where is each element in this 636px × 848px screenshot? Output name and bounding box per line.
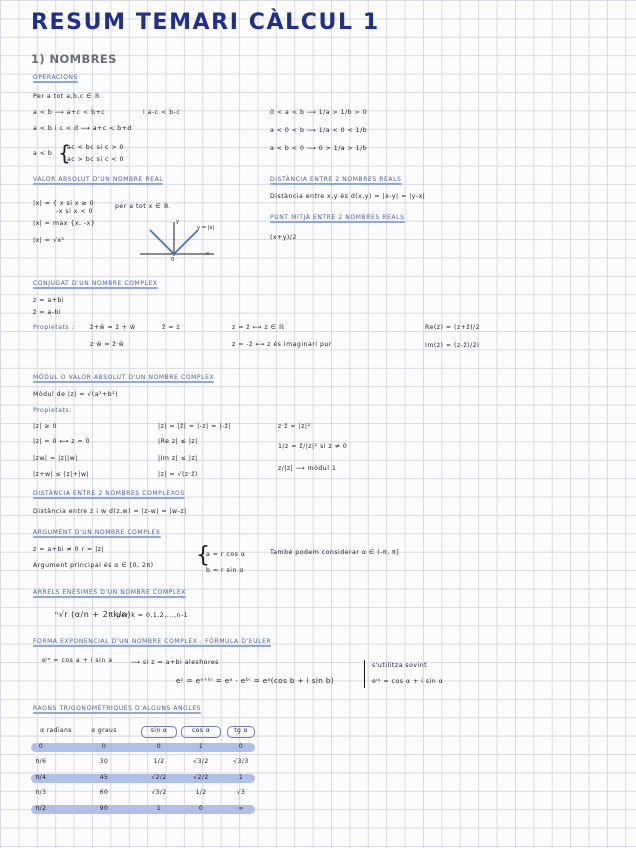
table-row [31,786,255,802]
table-row [31,740,255,756]
modul-c1-0: |z| ≥ 0 [33,423,57,430]
heading-distancia-reals: DISTÀNCIA ENTRE 2 NOMBRES REALS [270,176,402,183]
distancia-reals-text: Distància entre x,y és d(x,y) = |x-y| = |y-x| [270,193,426,200]
table-row [31,771,255,787]
conjugat-prop-4: z·w̄ = z̄·w̄ [90,341,125,348]
trig-table [31,724,255,818]
operacions-rule3b: ac < bc si c > 0 [67,144,124,151]
euler-line1b: ⟶ si z = a+bi aleshores [131,659,219,666]
trig-table-header [31,724,255,740]
conjugat-im: Im(z) = (z-z̄)/2i [425,342,480,349]
heading-euler: FORMA EXPONENCIAL D'UN NOMBRE COMPLEX : FÓRMULA D'EULER [33,638,272,645]
cell-sin: √3/2 [151,789,167,797]
modul-c2-3: |z| = √(z·z̄) [158,471,198,478]
modul-c1-1: |z| = 0 ⟷ z = 0 [33,438,91,445]
cell-radians: π/4 [35,773,47,781]
cell-sin: 0 [156,742,162,750]
modul-c3-2: z/|z| ⟶ mòdul 1 [278,465,337,472]
operacions-rule2: a < b i c < d ⟶ a+c < b+d [33,125,132,132]
operacions-rule1b: i a-c < b-c [143,109,181,116]
cell-cos: √3/2 [193,758,209,766]
arrels-formula: ⁿ√r (α/n + 2πk/n) [55,610,131,619]
cell-radians: 0 [38,742,44,750]
heading-punt-mitja: PUNT MITJÀ ENTRE 2 NOMBRES REALS [270,214,405,221]
cell-tg: √3/3 [233,758,249,766]
cell-graus: 90 [99,804,109,812]
graph-axis-x-label: x [206,251,210,257]
argument-line2: Argument principal és α ∈ [0, 2π) [33,562,154,569]
graph-origin-label: 0 [171,257,175,263]
conjugat-props-label: Propietats : [33,324,75,331]
heading-modul: MÒDUL O VALOR ABSOLUT D'UN NOMBRE COMPLEX [33,374,215,381]
cell-graus: 60 [99,789,109,797]
brace-symbol: { [58,141,71,165]
modul-c2-2: |Im z| ≤ |z| [158,455,198,462]
trig-header-cos: cos α [192,727,210,734]
conjugat-z: z = a+bi [33,297,64,304]
modul-c3-1: 1/z = z̄/|z|² si z ≠ 0 [278,443,348,450]
trig-header-radians: α radians [40,727,72,734]
cell-tg: 0 [238,742,244,750]
operacions-rule4: 0 < a < b ⟶ 1/a > 1/b > 0 [270,109,368,116]
conjugat-prop-5: z = -z̄ ⟷ z és imaginari pur [232,341,332,348]
cell-radians: π/2 [35,804,47,812]
cell-cos: 1/2 [195,789,207,797]
valor-absolut-def-c: per a tot x ∈ ℝ [115,203,169,210]
separator-line [364,660,365,688]
heading-arrels: ARRELS ENÈSIMES D'UN NOMBRE COMPLEX [33,589,187,596]
arrels-range: per k = 0,1,2,...,n-1 [117,612,189,619]
argument-b: b = r sin α [206,567,244,574]
operacions-intro: Per a tot a,b,c ∈ ℝ [33,93,100,100]
argument-a: a = r cos α [206,551,246,558]
heading-argument: ARGUMENT D'UN NOMBRE COMPLEX [33,529,161,536]
modul-props-label: Propietats: [33,407,72,414]
conjugat-re: Re(z) = (z+z̄)/2 [425,324,481,331]
modul-c1-3: |z+w| ≤ |z|+|w| [33,471,90,478]
cell-graus: 45 [99,773,109,781]
operacions-rule6: a < b < 0 ⟶ 0 > 1/a > 1/b [270,145,368,152]
heading-distancia-complexos: DISTÀNCIA ENTRE 2 NOMBRES COMPLEXOS [33,490,185,497]
cell-sin: √2/2 [151,773,167,781]
cell-cos: √2/2 [193,773,209,781]
cell-tg: ∞ [238,804,244,812]
conjugat-prop-3: z = z̄ ⟷ z ∈ ℝ [232,324,285,331]
cell-graus: 30 [99,758,109,766]
cell-sin: 1/2 [153,758,165,766]
operacions-rule3a: a < b [33,150,53,157]
cell-radians: π/3 [35,789,47,797]
cell-cos: 1 [198,742,204,750]
cell-cos: 0 [198,804,204,812]
trig-header-sin: sin α [150,727,168,734]
euler-aside1: s'utilitza sovint [372,662,428,669]
argument-line1: z = a+bi ≠ 0 r = |z| [33,546,105,553]
operacions-rule1: a < b ⟶ a+c < b+c [33,109,106,116]
graph-label: y = |x| [197,225,215,231]
operacions-rule3c: ac > bc si c < 0 [67,156,124,163]
brace-symbol: { [196,543,210,568]
graph-axis-y-label: y [176,219,180,225]
euler-line2: eᶻ = eᵃ⁺ᵇⁱ = eᵃ · eᵇⁱ = eᵃ(cos b + i sin b) [176,676,335,685]
punt-mitja-formula: (x+y)/2 [270,234,297,241]
euler-line1: eⁱᵃ = cos a + i sin a [42,657,113,664]
cell-radians: π/6 [35,758,47,766]
valor-absolut-max: |x| = max {x, -x} [33,220,96,227]
cell-tg: 1 [238,773,244,781]
modul-c2-0: |z| = |z̄| = |-z| = |-z̄| [158,423,231,430]
distancia-complexos-text: Distància entre z i w d(z,w) = |z-w| = |w-z| [33,508,187,515]
valor-absolut-def-b: -x si x < 0 [56,208,93,215]
page-title: RESUM TEMARI CÀLCUL 1 [31,10,380,35]
table-row [31,802,255,818]
heading-raons: RAONS TRIGONOMÈTRIQUES D'ALGUNS ANGLES [33,705,202,712]
cell-graus: 0 [101,742,107,750]
valor-absolut-def-a: |x| = { x si x ≥ 0 [33,200,95,207]
cell-tg: √3 [236,789,246,797]
trig-header-tg: tg α [234,727,248,734]
euler-aside2: eⁱᵅ = cos α + i sin α [372,678,444,685]
argument-note: També podem considerar α ∈ (-π, π] [270,549,400,556]
table-row [31,755,255,771]
modul-c1-2: |zw| = |z||w| [33,455,78,462]
conjugat-prop-1: z̄+w̄ = z̄ + w̄ [90,324,136,331]
heading-conjugat: CONJUGAT D'UN NOMBRE COMPLEX [33,280,158,287]
conjugat-zbar: z̄ = a-bi [33,309,62,316]
valor-absolut-sqrt: |x| = √x² [33,237,65,244]
modul-def: Mòdul de |z| = √(a²+b²) [33,391,119,398]
section-heading-nombres: 1) NOMBRES [31,52,117,66]
cell-sin: 1 [156,804,162,812]
modul-c3-0: z·z̄ = |z|² [278,423,311,430]
operacions-rule5: a < 0 < b ⟶ 1/a < 0 < 1/b [270,127,368,134]
conjugat-prop-2: z̄̄ = z [162,324,181,331]
heading-operacions: OPERACIONS [33,74,79,81]
heading-valor-absolut: VALOR ABSOLUT D'UN NOMBRE REAL [33,176,164,183]
trig-header-graus: α graus [91,727,117,734]
modul-c2-1: |Re z| ≤ |z| [158,438,198,445]
